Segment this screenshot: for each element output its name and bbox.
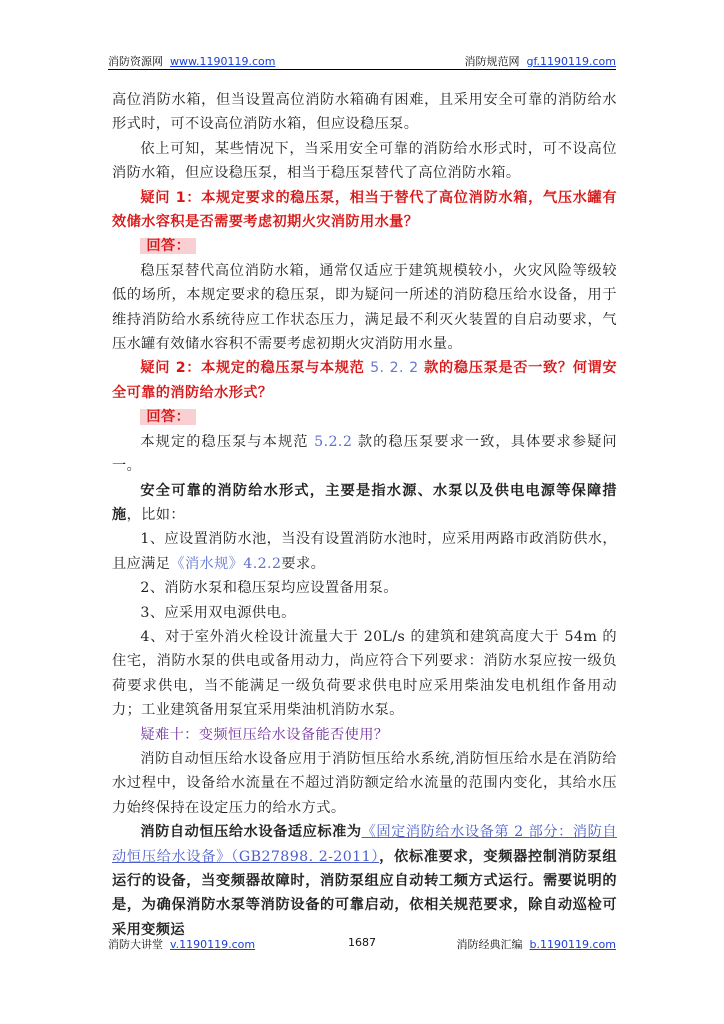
answer-2-label-line <box>112 405 617 429</box>
list-item-4: 4、对于室外消火栓设计流量大于 20L/s 的建筑和建筑高度大于 54m 的住宅，消防水泵的供电或备用动力，尚应符合下列要求：消防水泵应按一级负荷要求供电，当不能满足一级负荷要求供电时应采用柴油发电机组作备用动力；工业建筑备用泵宜采用柴油机消防水泵。 <box>112 628 617 719</box>
list-item-1-ref: 《消水规》4.2.2 <box>170 555 282 572</box>
footer-left-text: 消防大讲堂 <box>108 938 163 951</box>
difficulty-10-heading: 疑难十：变频恒压给水设备能否使用？ <box>140 726 389 743</box>
question-1: 疑问 1：本规定要求的稳压泵，相当于替代了高位消防水箱，气压水罐有效储水容积是否需要考虑初期火灾消防用水量？ <box>112 189 617 231</box>
paragraph-1: 高位消防水箱，但当设置高位消防水箱确有困难，且采用安全可靠的消防给水形式时，可不设高位消防水箱，但应设稳压泵。 <box>112 92 617 133</box>
list-item-1-text: 1、应设置消防水池，当没有设置消防水池时，应采用两路市政消防供水，且应满足 <box>112 531 617 572</box>
answer-2-part-b: 款的稳压泵要求一致，具体要求参疑问一。 <box>112 433 618 475</box>
question-2 <box>112 356 617 405</box>
header-right-link[interactable]: gf.1190119.com <box>526 55 616 68</box>
document-body <box>112 88 617 942</box>
header-left-text: 消防资源网 <box>108 55 163 68</box>
list-item-1 <box>112 527 617 576</box>
standard-link[interactable]: 《固定消防给水设备第 2 部分：消防自动恒压给水设备》（GB27898. 2-2011） <box>112 824 617 865</box>
answer-2 <box>112 430 617 479</box>
answer-1: 稳压泵替代高位消防水箱，通常仅适应于建筑规模较小，火灾风险等级较低的场所，本规定要求的稳压泵，即为疑问一所述的消防稳压给水设备，用于维持消防给水系统待应工作状态压力，满足最不利灭火装置的自启动要求，气压水罐有效储水容积不需要考虑初期火灾消防用水量。 <box>112 262 617 353</box>
page-number: 1687 <box>348 936 376 949</box>
list-item-3: 3、应采用双电源供电。 <box>140 604 296 621</box>
paragraph-3: 消防自动恒压给水设备应用于消防恒压给水系统,消防恒压给水是在消防给水过程中，设备给水流量在不超过消防额定给水流量的范围内变化，其给水压力始终保持在设定压力的给水方式。 <box>112 750 617 816</box>
question-2-part-a: 疑问 2：本规定的稳压泵与本规范 <box>140 360 371 377</box>
list-item-1-tail: 要求。 <box>281 555 326 572</box>
answer-label: 回答： <box>140 238 196 254</box>
question-2-ref: 5. 2. 2 <box>370 360 419 377</box>
safe-supply-tail: ，比如： <box>126 506 185 523</box>
header-left <box>108 53 275 69</box>
header-right <box>464 53 616 69</box>
page-footer <box>108 936 616 952</box>
safe-supply-bold: 安全可靠的消防给水形式，主要是指水源、水泵以及供电电源等保障措施 <box>112 482 617 523</box>
paragraph-4-part-a: 消防自动恒压给水设备适应标准为 <box>140 824 362 841</box>
answer-2-ref: 5.2.2 <box>314 433 353 450</box>
page-header <box>108 53 616 70</box>
answer-2-part-a: 本规定的稳压泵与本规范 <box>140 433 315 450</box>
answer-1-label-line <box>112 234 617 258</box>
footer-left-link[interactable]: v.1190119.com <box>170 938 256 951</box>
safe-supply-paragraph <box>112 479 617 528</box>
paragraph-2: 依上可知，某些情况下，当采用安全可靠的消防给水形式时，可不设高位消防水箱，但应设稳压泵，相当于稳压泵替代了高位消防水箱。 <box>112 140 617 182</box>
footer-right-link[interactable]: b.1190119.com <box>529 938 616 951</box>
paragraph-4 <box>112 820 617 942</box>
footer-right <box>457 936 616 952</box>
question-2-part-b: 款的稳压泵是否一致？何谓安全可靠的消防给水形式？ <box>112 360 617 401</box>
answer-label-2: 回答： <box>140 409 196 425</box>
paragraph-4-part-b: ，依标准要求，变频器控制消防泵组运行的设备，当变频器故障时，消防泵组应自动转工频方式运行。需要说明的是，为确保消防水泵等消防设备的可靠启动，依相关规范要求，除自动巡检可采用变频运 <box>112 848 617 938</box>
header-right-text: 消防规范网 <box>464 55 520 68</box>
footer-right-text: 消防经典汇编 <box>456 938 523 951</box>
header-left-link[interactable]: www.1190119.com <box>170 55 276 68</box>
list-item-2: 2、消防水泵和稳压泵均应设置备用泵。 <box>140 580 398 597</box>
